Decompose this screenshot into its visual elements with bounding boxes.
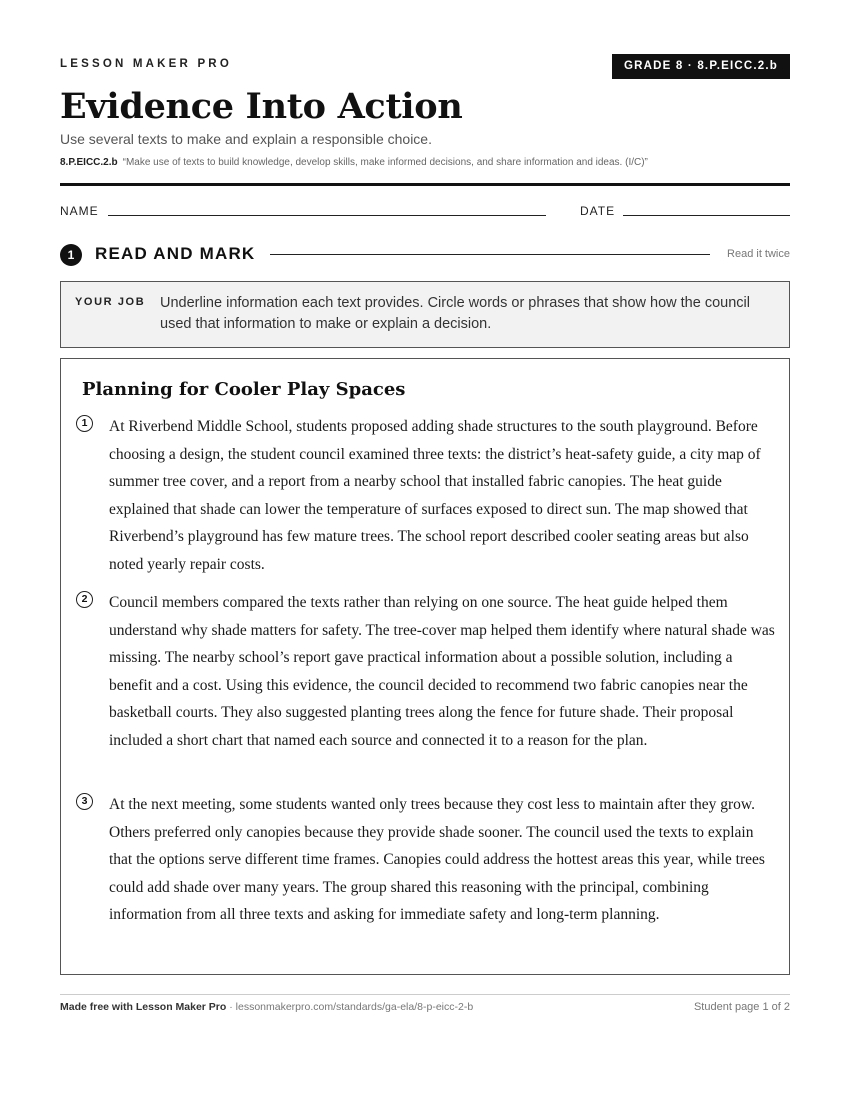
date-field[interactable] <box>623 215 790 216</box>
section-header <box>60 242 790 268</box>
section-divider <box>270 254 710 255</box>
footer-brand: Made free with Lesson Maker Pro <box>60 1001 227 1013</box>
paragraph-text: At Riverbend Middle School, students proposed adding shade structures to the south playground. Before choosing a design, the student council examined three texts: the district’s heat-safety guide, a city map of summer tree cover, and a report from a nearby school that installed fabric canopies. The heat guide explained that shade can lower the temperature of surfaces exposed to direct sun. The map showed that Riverbend’s playground has few mature trees. The school report described cooler seating areas but also noted yearly repair costs. <box>109 418 761 573</box>
grade-badge: GRADE 8 · 8.P.EICC.2.b <box>612 54 790 79</box>
section-title: READ AND MARK <box>95 244 256 263</box>
paragraph-number-badge: 2 <box>76 591 93 608</box>
paragraph-number-badge: 1 <box>76 415 93 432</box>
name-field[interactable] <box>108 215 546 216</box>
standard-line <box>60 157 648 168</box>
step-number-badge: 1 <box>60 244 82 266</box>
job-label: YOUR JOB <box>75 296 146 308</box>
job-text: Underline information each text provides. Circle words or phrases that show how the council used that information to make or explain a decision. <box>160 295 750 332</box>
paragraph-text: Council members compared the texts rather than relying on one source. The heat guide helped them understand why shade matters for safety. The tree-cover map helped them identify where natural shade was missing. The nearby school’s report gave practical information about a possible solution, including a benefit and a cost. Using this evidence, the council decided to recommend two fabric canopies near the basketball courts. They also suggested planting trees along the fence for future shade. Their proposal included a short chart that named each source and connected it to a reason for the plan. <box>109 594 775 749</box>
passage-box <box>60 358 790 975</box>
date-label: DATE <box>580 204 616 218</box>
passage-title: Planning for Cooler Play Spaces <box>82 379 406 400</box>
job-instructions-box <box>60 281 790 348</box>
footer-url[interactable]: · lessonmakerpro.com/standards/ga-ela/8-p-eicc-2-b <box>226 1001 474 1013</box>
section-hint: Read it twice <box>727 248 790 260</box>
page-title: Evidence Into Action <box>60 86 463 127</box>
paragraph-text: At the next meeting, some students wanted only trees because they cost less to maintain after they grow. Others preferred only canopies because they provide shade sooner. The council used the texts to explain that the options serve different time frames. Canopies could address the hottest areas this year, while trees could add shade over many years. The group shared this reasoning with the principal, combining information from all three texts and asking for immediate safety and long-term planning. <box>109 796 765 923</box>
name-label: NAME <box>60 204 99 218</box>
footer-divider <box>60 994 790 995</box>
header-divider <box>60 183 790 186</box>
page-indicator: Student page 1 of 2 <box>693 1001 790 1013</box>
page-subtitle: Use several texts to make and explain a responsible choice. <box>60 131 432 147</box>
footer-credit <box>60 1001 473 1013</box>
paragraph-number-badge: 3 <box>76 793 93 810</box>
standard-text: “Make use of texts to build knowledge, develop skills, make informed decisions, and share information and ideas. (I/C)” <box>122 157 648 168</box>
brand-name: LESSON MAKER PRO <box>60 58 232 70</box>
standard-code: 8.P.EICC.2.b <box>60 157 118 168</box>
